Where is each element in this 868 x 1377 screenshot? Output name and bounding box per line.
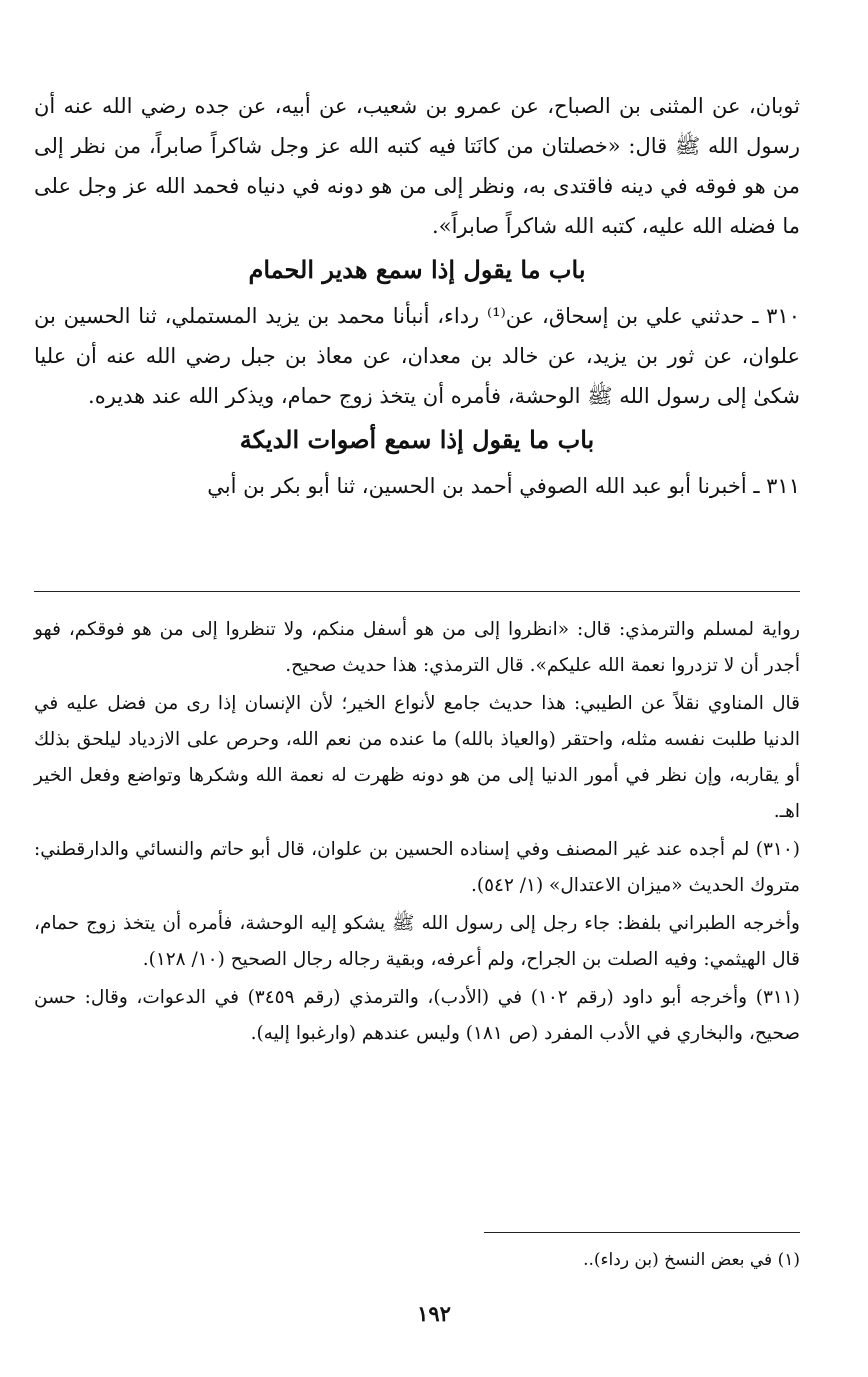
footnote-paragraph: قال المناوي نقلاً عن الطيبي: هذا حديث جامع لأنواع الخير؛ لأن الإنسان إذا رى من فضل عليه في الدنيا طلبت نفسه مثله، واحتقر (والعياذ بالله) ما عنده من نعم الله، وحرص على الازدياد ليلحق بذلك أو يقاربه، وإن نظر في أمور الدنيا إلى من هو دونه ظهرت له نعمة الله وشكرها وتواضع وفعل الخير اهـ. xyxy=(34,693,800,822)
subnote-divider xyxy=(484,1232,800,1233)
footnote-311: (٣١١) وأخرجه أبو داود (رقم ١٠٢) في (الأدب)، والترمذي (رقم ٣٤٥٩) في الدعوات، وقال: حسن صحيح، والبخاري في الأدب المفرد (ص ١٨١) وليس عندهم (وارغبوا إليه). xyxy=(34,987,800,1044)
main-text xyxy=(34,86,800,506)
footnote-divider xyxy=(34,591,800,592)
subnote: (١) في بعض النسخ (بن رداء).. xyxy=(583,1250,800,1270)
footnote-paragraph: رواية لمسلم والترمذي: قال: «انظروا إلى من هو أسفل منكم، ولا تنظروا إلى من هو فوقكم، فهو أجدر أن لا تزدروا نعمة الله عليكم». قال الترمذي: هذا حديث صحيح. xyxy=(34,619,800,676)
footnote-paragraph: وأخرجه الطبراني بلفظ: جاء رجل إلى رسول الله ﷺ يشكو إليه الوحشة، فأمره أن يتخذ زوج حمام، قال الهيثمي: وفيه الصلت بن الجراح، ولم أعرفه، وبقية رجاله رجال الصحيح (١٠/ ١٢٨). xyxy=(34,913,800,970)
chapter-heading-pigeons: باب ما يقول إذا سمع هدير الحمام xyxy=(248,255,586,284)
hadith-311: ٣١١ ـ أخبرنا أبو عبد الله الصوفي أحمد بن الحسين، ثنا أبو بكر بن أبي xyxy=(207,474,800,498)
page-number: ١٩٢ xyxy=(417,1301,451,1326)
intro-paragraph: ثوبان، عن المثنى بن الصباح، عن عمرو بن شعيب، عن أبيه، عن جده رضي الله عنه أن رسول الله ﷺ قال: «خصلتان من كانَتا فيه كتبه الله عز وجل شاكراً صابراً، من نظر إلى من هو فوقه في دينه فاقتدى به، ونظر إلى من هو دونه في دنياه فحمد الله عز وجل على ما فضله الله عليه، كتبه الله شاكراً صابراً». xyxy=(34,94,800,238)
footnote-310: (٣١٠) لم أجده عند غير المصنف وفي إسناده الحسين بن علوان، قال أبو حاتم والنسائي والدارقطني: متروك الحديث «ميزان الاعتدال» (١/ ٥٤٢). xyxy=(34,839,800,896)
footnotes xyxy=(34,612,800,1054)
hadith-310: ٣١٠ ـ حدثني علي بن إسحاق، عن⁽¹⁾ رداء، أنبأنا محمد بن يزيد المستملي، ثنا الحسين بن علوان، عن ثور بن يزيد، عن خالد بن معدان، عن معاذ بن جبل رضي الله عنه أن عليا شكىٰ إلى رسول الله ﷺ الوحشة، فأمره أن يتخذ زوج حمام، ويذكر الله عند هديره. xyxy=(34,304,801,408)
chapter-heading-roosters: باب ما يقول إذا سمع أصوات الديكة xyxy=(239,425,595,454)
